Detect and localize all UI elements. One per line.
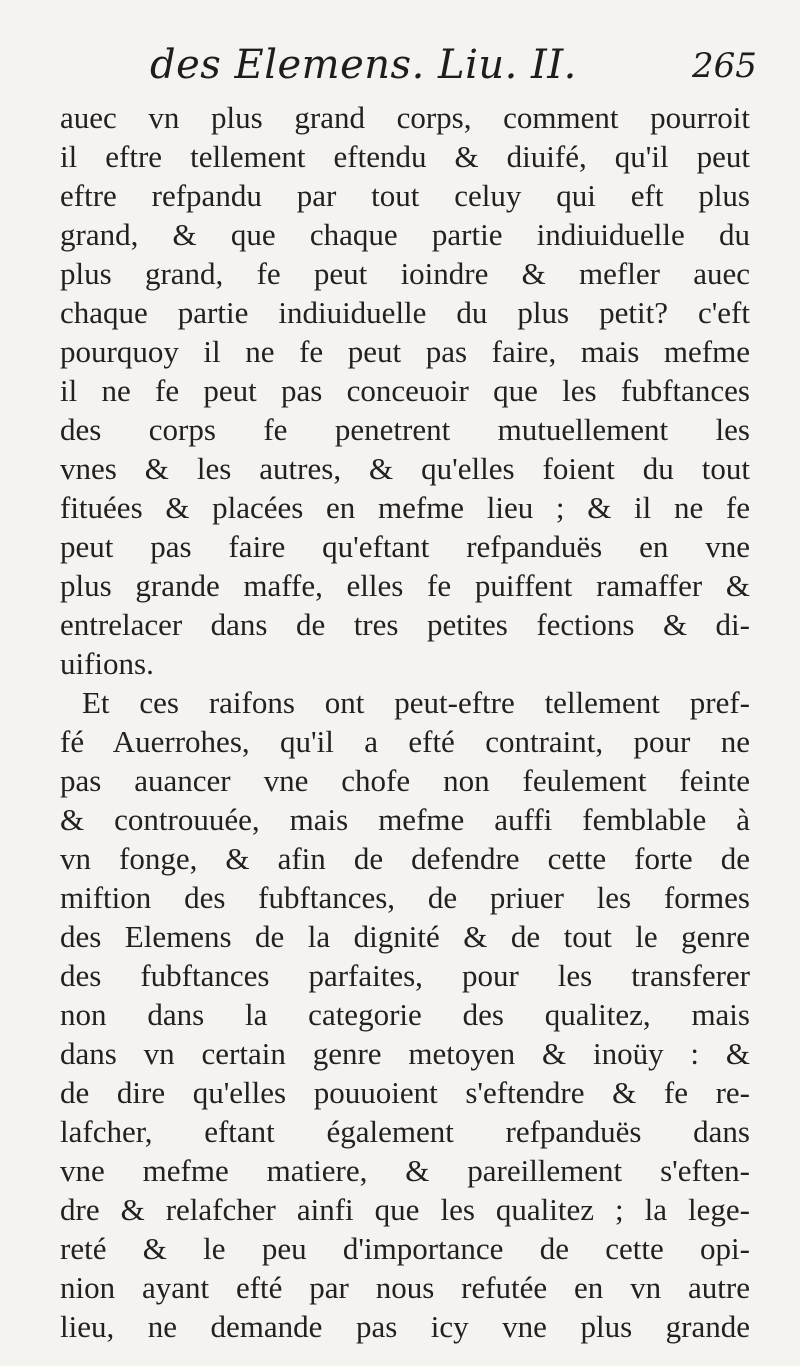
- text-line: plus grande maffe, elles fe puiffent ramaffer &: [60, 568, 750, 603]
- text-line: pourquoy il ne fe peut pas faire, mais mefme: [60, 334, 750, 369]
- body-text: [60, 98, 750, 1346]
- page-header: [0, 36, 800, 96]
- text-line: vn fonge, & afin de defendre cette forte de: [60, 841, 750, 876]
- text-line: vne mefme matiere, & pareillement s'eften-: [60, 1153, 750, 1188]
- text-line: chaque partie indiuiduelle du plus petit? c'eft: [60, 295, 750, 330]
- text-line: fé Auerrohes, qu'il a efté contraint, pour ne: [60, 724, 750, 759]
- text-line: grand, & que chaque partie indiuiduelle du: [60, 217, 750, 252]
- text-line: peut pas faire qu'eftant refpanduës en vne: [60, 529, 750, 564]
- text-line: entrelacer dans de tres petites fections & di-: [60, 607, 750, 642]
- text-line: reté & le peu d'importance de cette opi-: [60, 1231, 750, 1266]
- text-line: vnes & les autres, & qu'elles foient du tout: [60, 451, 750, 486]
- text-line: plus grand, fe peut ioindre & mefler auec: [60, 256, 750, 291]
- text-line: des Elemens de la dignité & de tout le genre: [60, 919, 750, 954]
- text-line: miftion des fubftances, de priuer les formes: [60, 880, 750, 915]
- text-line: des corps fe penetrent mutuellement les: [60, 412, 750, 447]
- text-line: Et ces raifons ont peut-eftre tellement pref-: [82, 685, 750, 720]
- text-line: auec vn plus grand corps, comment pourroit: [60, 100, 750, 135]
- text-line: nion ayant efté par nous refutée en vn autre: [60, 1270, 750, 1305]
- text-line: uifions.: [60, 646, 154, 681]
- text-line: non dans la categorie des qualitez, mais: [60, 997, 750, 1032]
- text-line: de dire qu'elles pouuoient s'eftendre & fe re-: [60, 1075, 750, 1110]
- text-line: eftre refpandu par tout celuy qui eft plus: [60, 178, 750, 213]
- text-line: dans vn certain genre metoyen & inoüy : &: [60, 1036, 750, 1071]
- text-line: lafcher, eftant également refpanduës dans: [60, 1114, 750, 1149]
- text-line: il ne fe peut pas conceuoir que les fubftances: [60, 373, 750, 408]
- text-line: dre & relafcher ainfi que les qualitez ; la lege-: [60, 1192, 750, 1227]
- text-line: lieu, ne demande pas icy vne plus grande: [60, 1309, 750, 1344]
- running-title: des Elemens. Liu. II.: [150, 42, 577, 88]
- text-line: pas auancer vne chofe non feulement feinte: [60, 763, 750, 798]
- text-line: & controuuée, mais mefme auffi femblable à: [60, 802, 750, 837]
- page-number: 265: [692, 46, 757, 86]
- text-line: fituées & placées en mefme lieu ; & il ne fe: [60, 490, 750, 525]
- text-line: des fubftances parfaites, pour les transferer: [60, 958, 750, 993]
- text-line: il eftre tellement eftendu & diuifé, qu'il peut: [60, 139, 750, 174]
